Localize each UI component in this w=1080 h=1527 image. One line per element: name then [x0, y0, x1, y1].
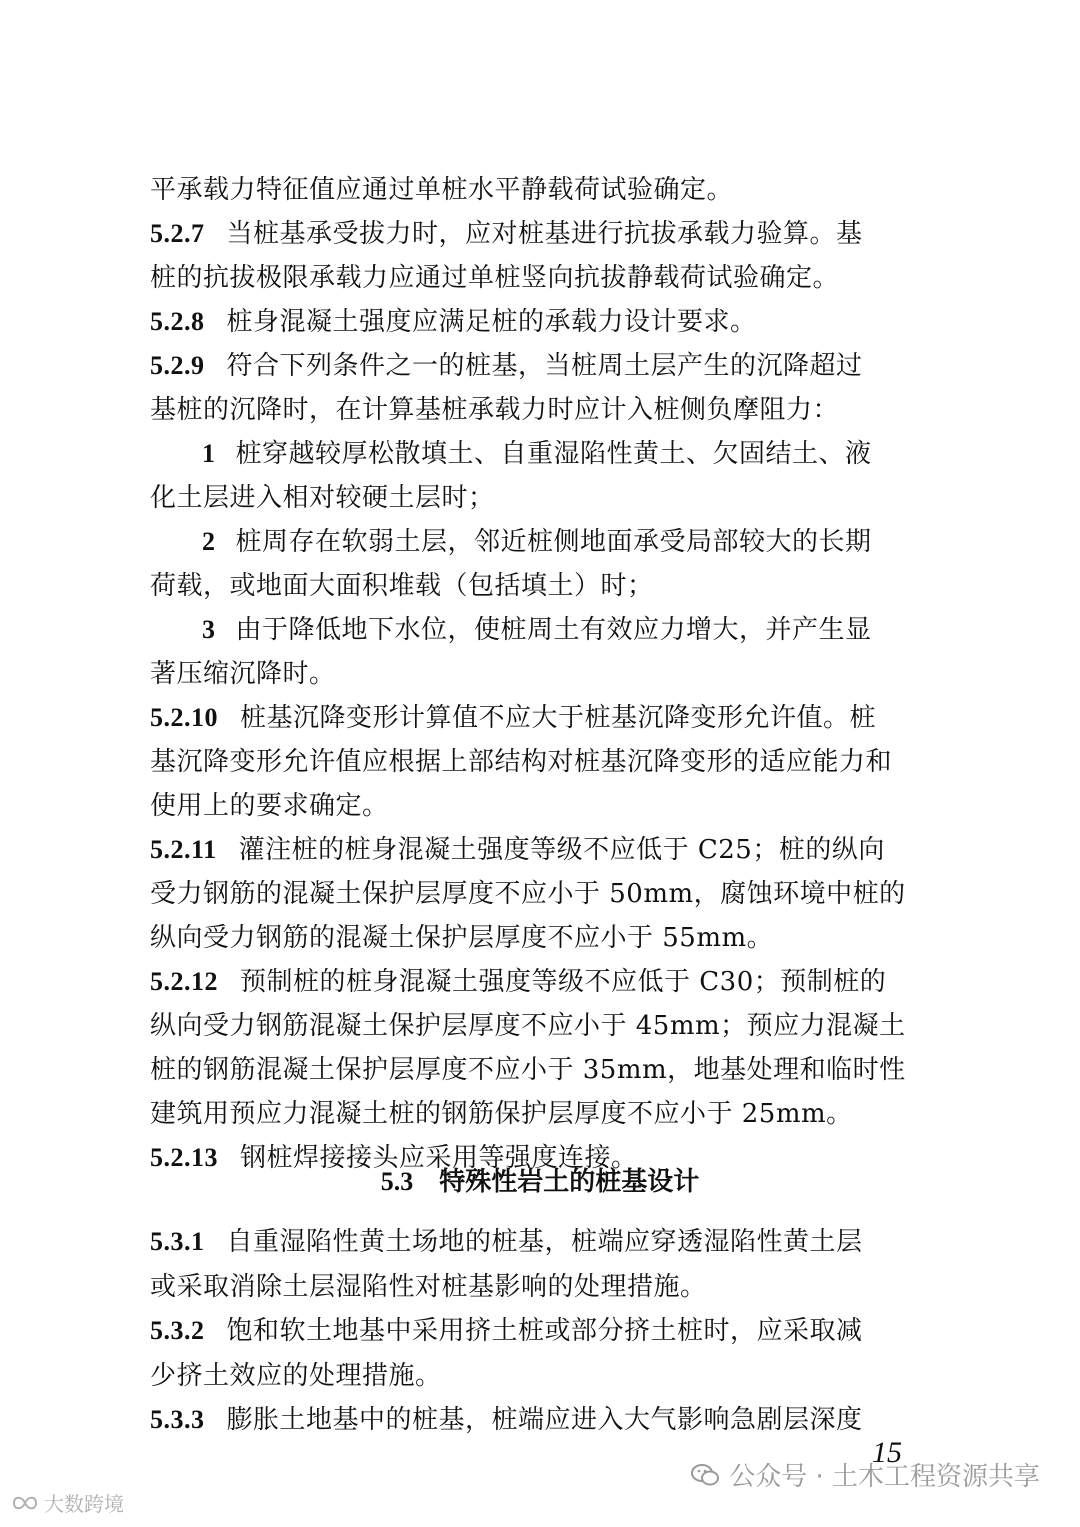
text-line: [150, 566, 654, 606]
line-text: 少挤土效应的处理措施。: [150, 1360, 442, 1391]
text-line: [150, 1267, 707, 1307]
line-text: 基沉降变形允许值应根据上部结构对桩基沉降变形的适应能力和: [150, 747, 893, 777]
wechat-icon: [691, 1464, 719, 1486]
text-line: [150, 742, 892, 782]
line-text: 钢桩焊接接头应采用等强度连接。: [240, 1143, 638, 1173]
text-line: [150, 1400, 863, 1440]
section-heading: [0, 1162, 1080, 1202]
text-line: [150, 874, 906, 914]
line-text: 平承载力特征值应通过单桩水平静载荷试验确定。: [150, 175, 734, 205]
line-text: 化土层进入相对较硬土层时；: [150, 483, 495, 513]
line-text: 基桩的沉降时，在计算基桩承载力时应计入桩侧负摩阻力：: [150, 395, 840, 425]
wechat-watermark: [691, 1456, 1040, 1493]
text-line: [150, 654, 336, 694]
clause-number: 5.2.10: [150, 703, 218, 732]
line-text: 桩身混凝土强度应满足桩的承载力设计要求。: [226, 307, 757, 337]
line-text: 当桩基承受拔力时，应对桩基进行抗拔承载力验算。基: [226, 219, 863, 249]
text-line: [150, 1006, 906, 1046]
text-line: [150, 1050, 906, 1090]
clause-number: 5.2.8: [150, 307, 205, 336]
line-text: 受力钢筋的混凝土保护层厚度不应小于 50mm，腐蚀环境中桩的: [150, 879, 906, 909]
line-text: 建筑用预应力混凝土桩的钢筋保护层厚度不应小于 25mm。: [150, 1099, 853, 1129]
line-text: 由于降低地下水位，使桩周土有效应力增大，并产生显: [235, 615, 872, 645]
clause-number: 5.3.1: [150, 1227, 205, 1256]
clause-number: 5.2.11: [150, 835, 217, 864]
text-line: [150, 918, 773, 958]
text-line: [202, 434, 872, 474]
line-text: 自重湿陷性黄土场地的桩基，桩端应穿透湿陷性黄土层: [226, 1227, 863, 1257]
line-text: 饱和软土地基中采用挤土桩或部分挤土桩时，应采取减: [226, 1316, 863, 1346]
infinity-logo-icon: [10, 1492, 40, 1514]
line-text: 或采取消除土层湿陷性对桩基影响的处理措施。: [150, 1271, 707, 1302]
line-text: 荷载，或地面大面积堆载（包括填土）时；: [150, 571, 654, 601]
clause-number: 5.3.3: [150, 1405, 205, 1434]
text-line: [150, 1094, 853, 1134]
clause-number: 5.3.2: [150, 1316, 205, 1345]
line-text: 使用上的要求确定。: [150, 791, 389, 821]
clause-number: 5.2.9: [150, 351, 205, 380]
line-text: 著压缩沉降时。: [150, 659, 336, 689]
line-text: 桩的钢筋混凝土保护层厚度不应小于 35mm，地基处理和临时性: [150, 1055, 906, 1085]
line-text: 桩穿越较厚松散填土、自重湿陷性黄土、欠固结土、液: [235, 439, 872, 469]
clause-number: 5.2.12: [150, 967, 218, 996]
text-line: [150, 302, 757, 342]
text-line: [150, 478, 495, 518]
text-line: [150, 346, 863, 386]
list-item-number: 2: [202, 527, 216, 556]
line-text: 桩基沉降变形计算值不应大于桩基沉降变形允许值。桩: [240, 703, 877, 733]
watermark-text: 公众号 · 土木工程资源共享: [729, 1462, 1040, 1492]
text-line: [202, 610, 872, 650]
text-line: [150, 258, 839, 298]
corner-logo: [10, 1488, 124, 1517]
text-line: [150, 170, 733, 210]
line-text: 预制桩的桩身混凝土强度等级不应低于 C30；预制桩的: [240, 967, 887, 997]
clause-number: 5.2.13: [150, 1143, 218, 1172]
text-line: [150, 1311, 863, 1351]
line-text: 纵向受力钢筋混凝土保护层厚度不应小于 45mm；预应力混凝土: [150, 1011, 906, 1041]
text-line: [150, 390, 839, 430]
line-text: 符合下列条件之一的桩基，当桩周土层产生的沉降超过: [226, 351, 863, 381]
text-line: [150, 214, 863, 254]
section-number: 5.3: [380, 1167, 414, 1196]
line-text: 膨胀土地基中的桩基，桩端应进入大气影响急剧层深度: [226, 1405, 863, 1435]
list-item-number: 3: [202, 615, 216, 644]
text-line: [150, 786, 389, 826]
text-line: [150, 698, 876, 738]
section-title: 特殊性岩土的桩基设计: [439, 1167, 700, 1197]
clause-number: 5.2.7: [150, 219, 205, 248]
line-text: 纵向受力钢筋的混凝土保护层厚度不应小于 55mm。: [150, 923, 774, 953]
line-text: 桩的抗拔极限承载力应通过单桩竖向抗拔静载荷试验确定。: [150, 263, 840, 293]
page-number: 15: [872, 1436, 902, 1469]
list-item-number: 1: [202, 439, 216, 468]
text-line: [150, 830, 885, 870]
line-text: 桩周存在软弱土层，邻近桩侧地面承受局部较大的长期: [235, 527, 872, 557]
text-line: [202, 522, 872, 562]
text-line: [150, 1356, 442, 1396]
corner-logo-text: 大数跨境: [44, 1492, 124, 1516]
line-text: 灌注桩的桩身混凝土强度等级不应低于 C25；桩的纵向: [238, 835, 885, 865]
text-line: [150, 1222, 863, 1262]
text-line: [150, 962, 886, 1002]
